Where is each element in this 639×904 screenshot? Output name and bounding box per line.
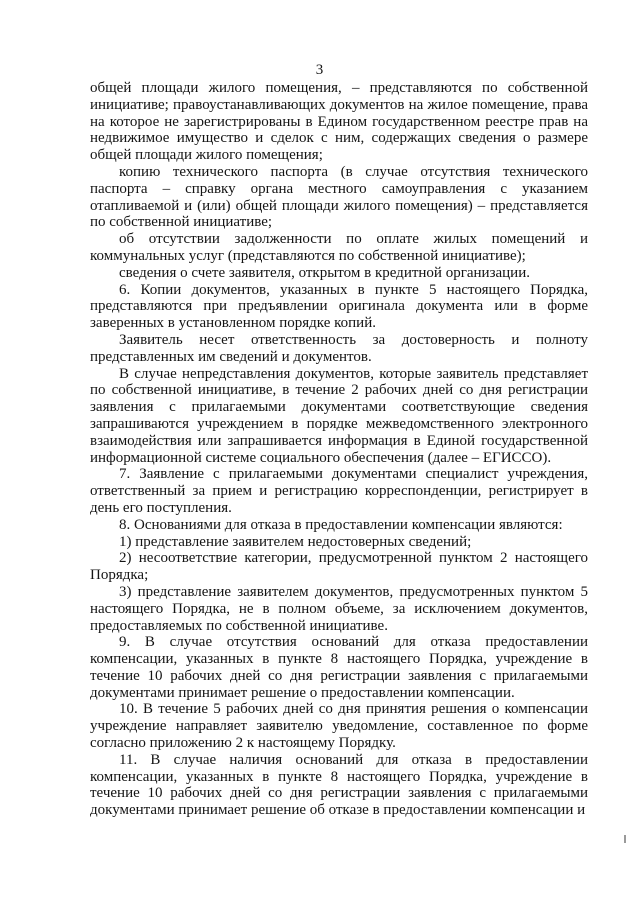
scan-mark — [624, 835, 626, 843]
paragraph: общей площади жилого помещения, – представляются по собственной инициативе; правоустанавливающих документов на жилое помещение, права на которое не зарегистрированы в Едином государственном реестре прав на недвижимое имущество и сделок с ним, содержащих сведения о размере общей площади жилого помещения; — [90, 80, 588, 164]
paragraph: В случае непредставления документов, которые заявитель представляет по собственной инициативе, в течение 2 рабочих дней со дня регистрации заявления с прилагаемыми документами соответствующие сведения запрашиваются учреждением в порядке межведомственного электронного взаимодействия или запрашивается информация в Единой государственной информационной системе социального обеспечения (далее – ЕГИССО). — [90, 365, 588, 466]
paragraph: 9. В случае отсутствия оснований для отказа предоставлении компенсации, указанных в пункте 8 настоящего Порядка, учреждение в течение 10 рабочих дней со дня регистрации заявления с прилагаемыми документами принимает решение о предоставлении компенсации. — [90, 634, 588, 701]
page-number: 3 — [315, 62, 324, 78]
paragraph: 7. Заявление с прилагаемыми документами специалист учреждения, ответственный за прием и регистрацию корреспонденции, регистрирует в день его поступления. — [90, 466, 588, 516]
paragraph: сведения о счете заявителя, открытом в кредитной организации. — [119, 264, 530, 281]
paragraph: об отсутствии задолженности по оплате жилых помещений и коммунальных услуг (представляются по собственной инициативе); — [90, 231, 588, 264]
paragraph: Заявитель несет ответственность за достоверность и полноту представленных им сведений и документов. — [90, 331, 588, 365]
document-body — [90, 80, 588, 819]
paragraph: 11. В случае наличия оснований для отказа в предоставлении компенсации, указанных в пункте 8 настоящего Порядка, учреждение в течение 10 рабочих дней со дня регистрации заявления с прилагаемыми документами принимает решение об отказе в предоставлении компенсации и — [90, 751, 588, 819]
paragraph: 8. Основаниями для отказа в предоставлении компенсации являются: — [119, 516, 563, 533]
paragraph: копию технического паспорта (в случае отсутствия технического паспорта – справку органа местного самоуправления с указанием отапливаемой и (или) общей площади жилого помещения) – представляется по собственной инициативе; — [90, 163, 588, 231]
paragraph: 3) представление заявителем документов, предусмотренных пунктом 5 настоящего Порядка, не в полном объеме, за исключением документов, предоставляемых по собственной инициативе. — [90, 583, 588, 634]
paragraph: 10. В течение 5 рабочих дней со дня принятия решения о компенсации учреждение направляет заявителю уведомление, составленное по форме согласно приложению 2 к настоящему Порядку. — [90, 701, 588, 752]
paragraph: 6. Копии документов, указанных в пункте 5 настоящего Порядка, представляются при предъявлении оригинала документа или в форме заверенных в установленном порядке копий. — [90, 281, 588, 332]
paragraph: 2) несоответствие категории, предусмотренной пунктом 2 настоящего Порядка; — [90, 550, 588, 584]
paragraph: 1) представление заявителем недостоверных сведений; — [119, 533, 472, 550]
